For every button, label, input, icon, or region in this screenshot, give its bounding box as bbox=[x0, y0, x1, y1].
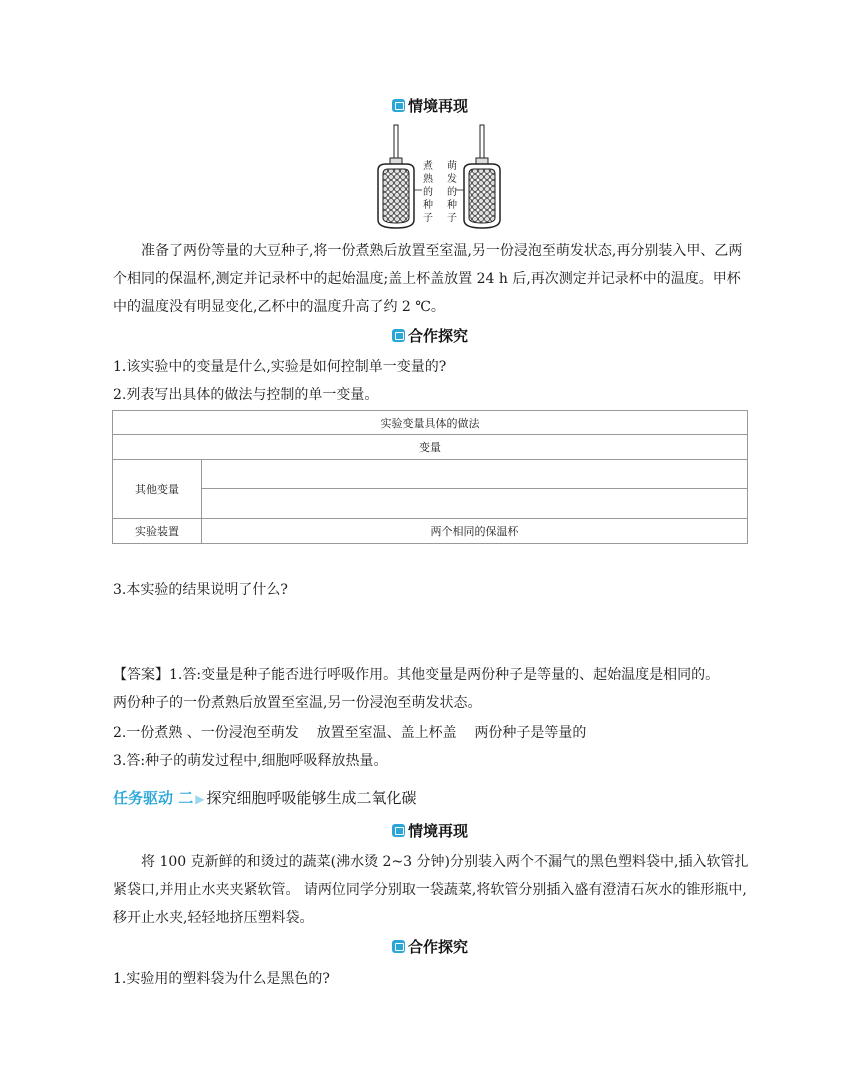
table-header: 实验变量具体的做法 bbox=[113, 411, 748, 435]
question-4: 1.实验用的塑料袋为什么是黑色的? bbox=[113, 971, 330, 987]
device-label: 实验装置 bbox=[113, 519, 202, 544]
scenario-paragraph-1: 准备了两份等量的大豆种子,将一份煮熟后放置至室温,另一份浸泡至萌发状态,再分别装入甲、乙两个相同的保温杯,测定并记录杯中的起始温度;盖上杯盖放置 24 h 后,再次测定并记录杯中的温度。甲杯中的温度没有明显变化,乙杯中的温度升高了约 2 ℃。 bbox=[113, 243, 743, 315]
device-value: 两个相同的保温杯 bbox=[202, 519, 748, 544]
task-title: 探究细胞呼吸能够生成二氧化碳 bbox=[206, 789, 417, 807]
other-variable-cell-1 bbox=[202, 460, 748, 489]
thermos-figure bbox=[370, 120, 510, 232]
answer-line-1: 【答案】1.答:变量是种子能否进行呼吸作用。其他变量是两份种子是等量的、起始温度是相同的。 bbox=[113, 667, 720, 683]
task-heading-2 bbox=[113, 787, 416, 808]
answer-line-3: 2.一份煮熟 、一份浸泡至萌发 放置至室温、盖上杯盖 两份种子是等量的 bbox=[113, 725, 587, 741]
table-variable-row: 变量 bbox=[113, 435, 748, 460]
left-thermos bbox=[378, 125, 422, 228]
question-3: 3.本实验的结果说明了什么? bbox=[113, 582, 288, 598]
arrow-icon: ▶ bbox=[195, 792, 205, 806]
note-icon bbox=[392, 940, 405, 953]
note-icon bbox=[392, 329, 405, 342]
table-row bbox=[113, 489, 748, 519]
table-row bbox=[113, 411, 748, 435]
question-2: 2.列表写出具体的做法与控制的单一变量。 bbox=[113, 387, 379, 403]
right-bottle-label: 萌发的种子 bbox=[447, 161, 457, 224]
section-head-scenario-2: 情境再现 bbox=[0, 820, 860, 841]
left-bottle-label: 煮熟的种子 bbox=[423, 161, 433, 224]
question-1: 1.该实验中的变量是什么,实验是如何控制单一变量的? bbox=[113, 359, 447, 375]
section-head-explore-2: 合作探究 bbox=[0, 936, 860, 957]
section-head-scenario-1: 情境再现 bbox=[0, 95, 860, 116]
task-tag: 任务驱动 二 bbox=[113, 789, 194, 807]
answer-line-4: 3.答:种子的萌发过程中,细胞呼吸释放热量。 bbox=[113, 753, 388, 769]
other-variable-cell-2 bbox=[202, 489, 748, 519]
section-head-explore-1: 合作探究 bbox=[0, 325, 860, 346]
table-row bbox=[113, 435, 748, 460]
right-thermos bbox=[456, 125, 500, 228]
note-icon bbox=[392, 824, 405, 837]
answer-line-2: 两份种子的一份煮熟后放置至室温,另一份浸泡至萌发状态。 bbox=[113, 695, 482, 711]
note-icon bbox=[392, 99, 405, 112]
scenario-paragraph-2: 将 100 克新鲜的和烫过的蔬菜(沸水烫 2~3 分钟)分别装入两个不漏气的黑色塑料袋中,插入软管扎紧袋口,并用止水夹夹紧软管。 请两位同学分别取一袋蔬菜,将软管分别插入盛有澄清石灰水的锥形瓶中,移开止水夹,轻轻地挤压塑料袋。 bbox=[113, 854, 749, 926]
other-variable-label: 其他变量 bbox=[113, 460, 202, 519]
table-row bbox=[113, 460, 748, 489]
table-row bbox=[113, 519, 748, 544]
experiment-table bbox=[112, 410, 748, 544]
